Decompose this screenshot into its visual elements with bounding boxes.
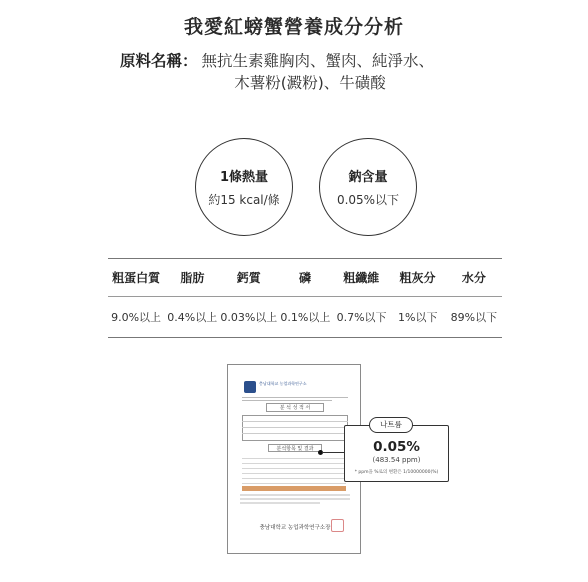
doc-footer: 충남대학교 농업과학연구소장 [259, 525, 331, 531]
value-moisture: 89%以下 [450, 311, 498, 324]
header-moisture: 水分 [461, 271, 486, 285]
nutrition-table [108, 258, 502, 338]
calorie-circle [195, 138, 293, 236]
value-calcium: 0.03%以上 [220, 311, 278, 324]
ingredients-row [120, 50, 500, 72]
calorie-value: 約15 kcal/條 [208, 193, 280, 207]
ingredients-block [120, 50, 500, 94]
doc-table-row [242, 460, 346, 464]
sodium-callout [344, 425, 449, 482]
page-title: 我愛紅螃蟹營養成分分析 [183, 16, 404, 38]
doc-divider [242, 421, 348, 422]
doc-fine-print [240, 494, 350, 496]
nutrition-header-row [108, 259, 502, 297]
doc-table-row [242, 475, 346, 479]
ingredients-line-1: 無抗生素雞胸肉、蟹肉、純淨水、 [201, 52, 435, 70]
sodium-title: 鈉含量 [348, 170, 388, 185]
sodium-value: 0.05%以下 [336, 193, 400, 207]
callout-value: 0.05% [373, 439, 420, 455]
doc-table-row [242, 470, 346, 474]
doc-table-row [242, 455, 346, 459]
callout-connector [322, 452, 344, 453]
value-crude-fiber: 0.7%以下 [336, 311, 387, 324]
doc-highlighted-row [242, 486, 346, 491]
doc-info-box [242, 415, 348, 441]
ingredients-line-2: 木薯粉(澱粉)、牛磺酸 [234, 74, 386, 92]
doc-result-heading: 분석항목 및 결과 [276, 446, 314, 452]
header-fat: 脂肪 [180, 271, 205, 285]
callout-tag: 나트륨 [369, 417, 413, 433]
doc-title: 분 석 성 적 서 [279, 405, 311, 411]
value-crude-protein: 9.0%以上 [111, 311, 162, 324]
doc-table-row [242, 465, 346, 469]
callout-note: * ppm을 %로의 변환은 1/10000000(%) [354, 470, 439, 475]
analysis-certificate-image [227, 364, 361, 554]
doc-divider [242, 397, 348, 398]
institute-name: 충남대학교 농업과학연구소 [259, 381, 307, 386]
header-crude-ash: 粗灰分 [399, 271, 436, 285]
doc-divider [242, 427, 348, 428]
sodium-circle [319, 138, 417, 236]
doc-divider [242, 433, 348, 434]
header-phosphorus: 磷 [298, 271, 311, 285]
callout-ppm: (483.54 ppm) [372, 456, 421, 464]
doc-fine-print [240, 502, 320, 504]
institute-logo-icon [244, 381, 256, 393]
doc-fine-print [240, 498, 350, 500]
header-crude-fiber: 粗纖維 [343, 271, 380, 285]
nutrition-value-row [108, 297, 502, 337]
header-crude-protein: 粗蛋白質 [112, 271, 161, 285]
doc-divider [242, 400, 332, 401]
calorie-title: 1條熱量 [219, 170, 269, 185]
value-phosphorus: 0.1%以上 [280, 311, 331, 324]
value-fat: 0.4%以上 [167, 311, 218, 324]
doc-table-row [242, 480, 346, 484]
header-calcium: 鈣質 [236, 271, 261, 285]
ingredients-label: 原料名稱： [120, 52, 198, 70]
seal-stamp-icon [331, 519, 344, 532]
value-crude-ash: 1%以下 [398, 311, 438, 324]
